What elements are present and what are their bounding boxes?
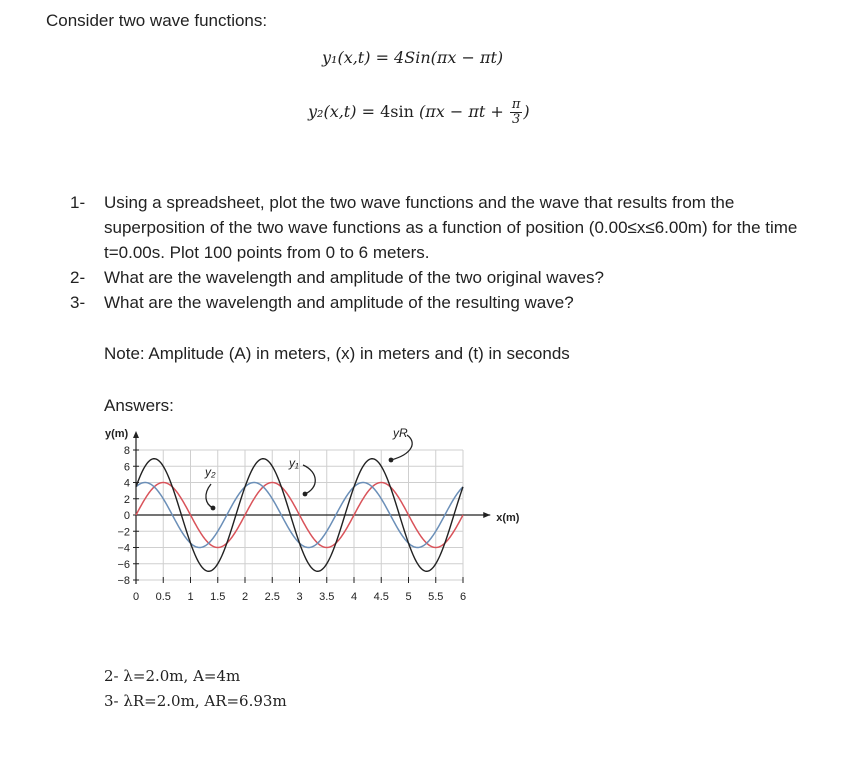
annotation-arrow: [206, 484, 213, 508]
answer-line: 2- λ=2.0m, A=4m: [104, 667, 241, 685]
series-y1-label: y₁: [289, 456, 299, 470]
x-tick-label: 4: [350, 591, 358, 603]
answers-heading: Answers:: [104, 396, 174, 415]
annotation-arrowhead: [303, 492, 308, 497]
answer-line: 3- λR=2.0m, AR=6.93m: [104, 692, 287, 710]
annotation-arrowhead: [389, 458, 394, 463]
y-tick-label: 2: [123, 493, 130, 506]
equation-y1-sin: Sin: [404, 48, 431, 67]
question-number: 3-: [70, 293, 86, 312]
x-tick-label: 2: [241, 591, 249, 603]
wave-graph: [95, 420, 525, 610]
y-axis-arrow: [133, 431, 139, 438]
y-tick-label: 6: [123, 461, 130, 474]
question-item: [70, 265, 804, 290]
question-text: Using a spreadsheet, plot the two wave functions and the wave that results from the superposition of the two wave functions as a function of position (0.00≤x≤6.00m) for the time t=0.00s. Plot 100 points from 0 to 6 meters.: [104, 193, 798, 262]
equation-y1-arg: (πx − πt): [430, 48, 504, 67]
y-tick-label: 4: [123, 477, 130, 490]
y-tick-label: −4: [117, 542, 130, 555]
question-list: [70, 190, 804, 315]
series-y2-label: y₂: [205, 465, 216, 479]
equation-y1: [322, 48, 503, 67]
equation-y2-arg: (πx − πt +: [413, 102, 509, 121]
x-tick-label: 2.5: [264, 591, 280, 603]
x-axis-arrow: [483, 512, 490, 518]
y-tick-label: −8: [117, 575, 130, 587]
equation-y2-close: ): [523, 102, 530, 121]
y-tick-label: −2: [117, 526, 130, 539]
x-tick-label: 0: [132, 591, 140, 603]
equation-y2-lhs: y₂(x,t) =: [308, 102, 381, 121]
question-item: [70, 190, 804, 265]
x-tick-label: 6: [459, 591, 467, 603]
note-text: Note: Amplitude (A) in meters, (x) in meters and (t) in seconds: [104, 344, 570, 363]
equation-y2: [308, 98, 530, 127]
question-text: What are the wavelength and amplitude of the resulting wave?: [104, 293, 574, 312]
question-text: What are the wavelength and amplitude of the two original waves?: [104, 268, 604, 287]
question-item: [70, 290, 804, 315]
x-tick-label: 5: [405, 591, 412, 603]
y-tick-label: 8: [123, 445, 130, 457]
x-tick-label: 3.5: [319, 591, 335, 603]
y-axis-label: y(m): [105, 428, 129, 440]
x-tick-label: 0.5: [155, 591, 171, 603]
annotation-arrowhead: [211, 506, 216, 511]
y-tick-label: 0: [123, 510, 130, 522]
equation-y1-lhs: y₁(x,t) = 4: [322, 48, 405, 67]
x-tick-label: 5.5: [428, 591, 444, 603]
question-number: 1-: [70, 193, 86, 212]
equation-y2-sin: 4sin: [380, 102, 414, 121]
fraction-denominator: 3: [511, 112, 521, 127]
x-tick-label: 4.5: [373, 591, 389, 603]
fraction-numerator: π: [511, 97, 521, 112]
x-tick-label: 3: [296, 591, 303, 603]
x-tick-label: 1: [187, 591, 194, 603]
question-number: 2-: [70, 268, 86, 287]
annotation-arrow: [303, 465, 315, 494]
x-axis-label: x(m): [496, 512, 520, 524]
equation-y2-fraction: [510, 98, 523, 127]
y-tick-label: −6: [117, 558, 130, 571]
series-yR-label: yR: [393, 426, 408, 440]
intro-text: Consider two wave functions:: [46, 11, 268, 30]
x-tick-label: 1.5: [210, 591, 226, 603]
